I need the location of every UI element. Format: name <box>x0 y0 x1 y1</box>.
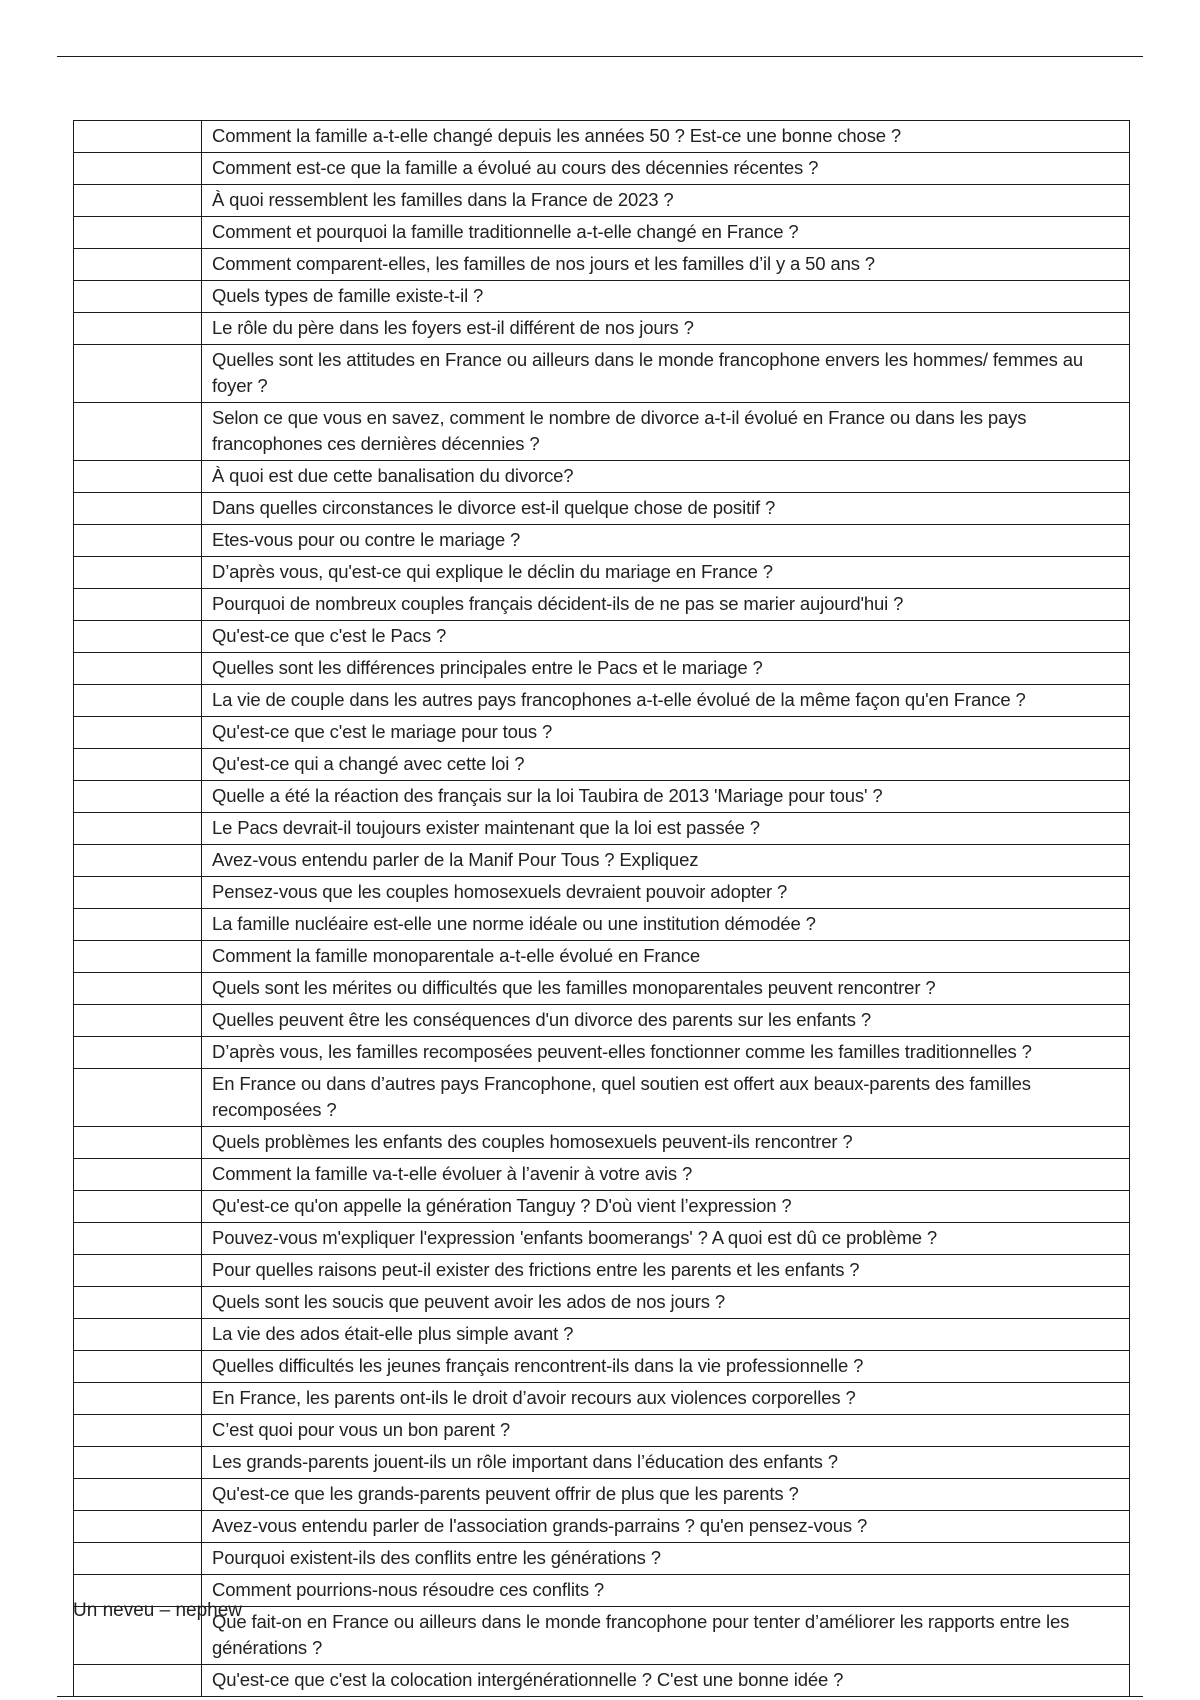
question-cell: Quels sont les mérites ou difficultés que les familles monoparentales peuvent rencontrer ? <box>202 973 1130 1005</box>
header-rule <box>57 56 1143 57</box>
question-cell: À quoi est due cette banalisation du divorce? <box>202 461 1130 493</box>
blank-cell <box>74 1127 202 1159</box>
table-row <box>74 877 1130 909</box>
question-cell: Que fait-on en France ou ailleurs dans le monde francophone pour tenter d’améliorer les rapports entre les générations ? <box>202 1607 1130 1665</box>
question-cell: D’après vous, qu'est-ce qui explique le déclin du mariage en France ? <box>202 557 1130 589</box>
table-row <box>74 525 1130 557</box>
table-row <box>74 621 1130 653</box>
question-cell: Quels types de famille existe-t-il ? <box>202 281 1130 313</box>
question-cell: Qu'est-ce que c'est le mariage pour tous ? <box>202 717 1130 749</box>
question-cell: Avez-vous entendu parler de l'association grands-parrains ? qu'en pensez-vous ? <box>202 1511 1130 1543</box>
blank-cell <box>74 621 202 653</box>
blank-cell <box>74 941 202 973</box>
blank-cell <box>74 217 202 249</box>
question-cell: Comment la famille va-t-elle évoluer à l’avenir à votre avis ? <box>202 1159 1130 1191</box>
table-row <box>74 1665 1130 1697</box>
table-row <box>74 345 1130 403</box>
table-row <box>74 1319 1130 1351</box>
question-cell: Comment est-ce que la famille a évolué au cours des décennies récentes ? <box>202 153 1130 185</box>
question-cell: Qu'est-ce que c'est la colocation intergénérationnelle ? C'est une bonne idée ? <box>202 1665 1130 1697</box>
question-cell: Comment la famille monoparentale a-t-elle évolué en France <box>202 941 1130 973</box>
question-cell: Quelle a été la réaction des français sur la loi Taubira de 2013 'Mariage pour tous' ? <box>202 781 1130 813</box>
table-row <box>74 909 1130 941</box>
question-cell: Quelles peuvent être les conséquences d'un divorce des parents sur les enfants ? <box>202 1005 1130 1037</box>
question-cell: En France ou dans d’autres pays Francophone, quel soutien est offert aux beaux-parents des familles recomposées ? <box>202 1069 1130 1127</box>
question-cell: Comment comparent-elles, les familles de nos jours et les familles d’il y a 50 ans ? <box>202 249 1130 281</box>
blank-cell <box>74 1479 202 1511</box>
table-row <box>74 749 1130 781</box>
blank-cell <box>74 1383 202 1415</box>
question-cell: Etes-vous pour ou contre le mariage ? <box>202 525 1130 557</box>
blank-cell <box>74 1287 202 1319</box>
vocabulary-note: Un neveu – nephew <box>73 1600 243 1621</box>
blank-cell <box>74 685 202 717</box>
question-cell: Dans quelles circonstances le divorce est-il quelque chose de positif ? <box>202 493 1130 525</box>
blank-cell <box>74 877 202 909</box>
table-row <box>74 1191 1130 1223</box>
footer-rule <box>57 1696 1143 1697</box>
blank-cell <box>74 281 202 313</box>
question-cell: Pourquoi existent-ils des conflits entre les générations ? <box>202 1543 1130 1575</box>
question-cell: Quelles difficultés les jeunes français rencontrent-ils dans la vie professionnelle ? <box>202 1351 1130 1383</box>
table-row <box>74 1037 1130 1069</box>
question-cell: Avez-vous entendu parler de la Manif Pour Tous ? Expliquez <box>202 845 1130 877</box>
question-cell: Comment et pourquoi la famille traditionnelle a-t-elle changé en France ? <box>202 217 1130 249</box>
table-row <box>74 1351 1130 1383</box>
blank-cell <box>74 1191 202 1223</box>
blank-cell <box>74 781 202 813</box>
question-cell: Pour quelles raisons peut-il exister des frictions entre les parents et les enfants ? <box>202 1255 1130 1287</box>
blank-cell <box>74 717 202 749</box>
question-cell: La famille nucléaire est-elle une norme idéale ou une institution démodée ? <box>202 909 1130 941</box>
blank-cell <box>74 557 202 589</box>
question-cell: Selon ce que vous en savez, comment le nombre de divorce a-t-il évolué en France ou dans les pays francophones ces dernières décennies ? <box>202 403 1130 461</box>
table-row <box>74 1287 1130 1319</box>
question-cell: Qu'est-ce qu'on appelle la génération Tanguy ? D'où vient l’expression ? <box>202 1191 1130 1223</box>
table-row <box>74 589 1130 621</box>
blank-cell <box>74 345 202 403</box>
table-row <box>74 281 1130 313</box>
blank-cell <box>74 1319 202 1351</box>
table-row <box>74 185 1130 217</box>
table-row <box>74 941 1130 973</box>
blank-cell <box>74 1223 202 1255</box>
question-cell: Qu'est-ce que les grands-parents peuvent offrir de plus que les parents ? <box>202 1479 1130 1511</box>
table-row <box>74 973 1130 1005</box>
table-row <box>74 249 1130 281</box>
table-row <box>74 1447 1130 1479</box>
question-cell: Qu'est-ce qui a changé avec cette loi ? <box>202 749 1130 781</box>
question-cell: Quels problèmes les enfants des couples homosexuels peuvent-ils rencontrer ? <box>202 1127 1130 1159</box>
table-row <box>74 217 1130 249</box>
blank-cell <box>74 1255 202 1287</box>
blank-cell <box>74 653 202 685</box>
table-row <box>74 1511 1130 1543</box>
table-row <box>74 121 1130 153</box>
table-row <box>74 313 1130 345</box>
question-cell: Quelles sont les attitudes en France ou ailleurs dans le monde francophone envers les hommes/ femmes au foyer ? <box>202 345 1130 403</box>
table-row <box>74 153 1130 185</box>
blank-cell <box>74 1005 202 1037</box>
table-row <box>74 1005 1130 1037</box>
blank-cell <box>74 973 202 1005</box>
question-cell: Les grands-parents jouent-ils un rôle important dans l’éducation des enfants ? <box>202 1447 1130 1479</box>
question-cell: Pensez-vous que les couples homosexuels devraient pouvoir adopter ? <box>202 877 1130 909</box>
blank-cell <box>74 589 202 621</box>
blank-cell <box>74 185 202 217</box>
question-cell: Quels sont les soucis que peuvent avoir les ados de nos jours ? <box>202 1287 1130 1319</box>
blank-cell <box>74 1415 202 1447</box>
question-cell: Comment pourrions-nous résoudre ces conflits ? <box>202 1575 1130 1607</box>
table-row <box>74 461 1130 493</box>
question-cell: C’est quoi pour vous un bon parent ? <box>202 1415 1130 1447</box>
table-row <box>74 813 1130 845</box>
blank-cell <box>74 461 202 493</box>
table-row <box>74 403 1130 461</box>
question-cell: Quelles sont les différences principales entre le Pacs et le mariage ? <box>202 653 1130 685</box>
table-row <box>74 1543 1130 1575</box>
blank-cell <box>74 403 202 461</box>
questions-table <box>73 120 1130 1697</box>
question-cell: Le Pacs devrait-il toujours exister maintenant que la loi est passée ? <box>202 813 1130 845</box>
question-cell: Comment la famille a-t-elle changé depuis les années 50 ? Est-ce une bonne chose ? <box>202 121 1130 153</box>
blank-cell <box>74 313 202 345</box>
table-row <box>74 1159 1130 1191</box>
question-cell: Pourquoi de nombreux couples français décident-ils de ne pas se marier aujourd'hui ? <box>202 589 1130 621</box>
blank-cell <box>74 493 202 525</box>
table-row <box>74 1127 1130 1159</box>
table-row <box>74 781 1130 813</box>
table-row <box>74 557 1130 589</box>
question-cell: Le rôle du père dans les foyers est-il différent de nos jours ? <box>202 313 1130 345</box>
blank-cell <box>74 1511 202 1543</box>
table-row <box>74 1223 1130 1255</box>
question-cell: À quoi ressemblent les familles dans la France de 2023 ? <box>202 185 1130 217</box>
blank-cell <box>74 1665 202 1697</box>
table-row <box>74 493 1130 525</box>
blank-cell <box>74 1351 202 1383</box>
table-row <box>74 1415 1130 1447</box>
question-cell: La vie de couple dans les autres pays francophones a-t-elle évolué de la même façon qu'en France ? <box>202 685 1130 717</box>
blank-cell <box>74 1069 202 1127</box>
table-row <box>74 1479 1130 1511</box>
questions-table-body <box>74 121 1130 1697</box>
blank-cell <box>74 813 202 845</box>
blank-cell <box>74 1543 202 1575</box>
blank-cell <box>74 525 202 557</box>
table-row <box>74 685 1130 717</box>
blank-cell <box>74 845 202 877</box>
blank-cell <box>74 249 202 281</box>
table-row <box>74 845 1130 877</box>
blank-cell <box>74 1037 202 1069</box>
blank-cell <box>74 749 202 781</box>
blank-cell <box>74 121 202 153</box>
blank-cell <box>74 153 202 185</box>
table-row <box>74 717 1130 749</box>
question-cell: En France, les parents ont-ils le droit d’avoir recours aux violences corporelles ? <box>202 1383 1130 1415</box>
table-row <box>74 1255 1130 1287</box>
blank-cell <box>74 1447 202 1479</box>
table-row <box>74 653 1130 685</box>
table-row <box>74 1383 1130 1415</box>
blank-cell <box>74 1159 202 1191</box>
question-cell: Pouvez-vous m'expliquer l'expression 'enfants boomerangs' ? A quoi est dû ce problème ? <box>202 1223 1130 1255</box>
table-row <box>74 1069 1130 1127</box>
question-cell: La vie des ados était-elle plus simple avant ? <box>202 1319 1130 1351</box>
question-cell: D’après vous, les familles recomposées peuvent-elles fonctionner comme les familles traditionnelles ? <box>202 1037 1130 1069</box>
question-cell: Qu'est-ce que c'est le Pacs ? <box>202 621 1130 653</box>
blank-cell <box>74 909 202 941</box>
